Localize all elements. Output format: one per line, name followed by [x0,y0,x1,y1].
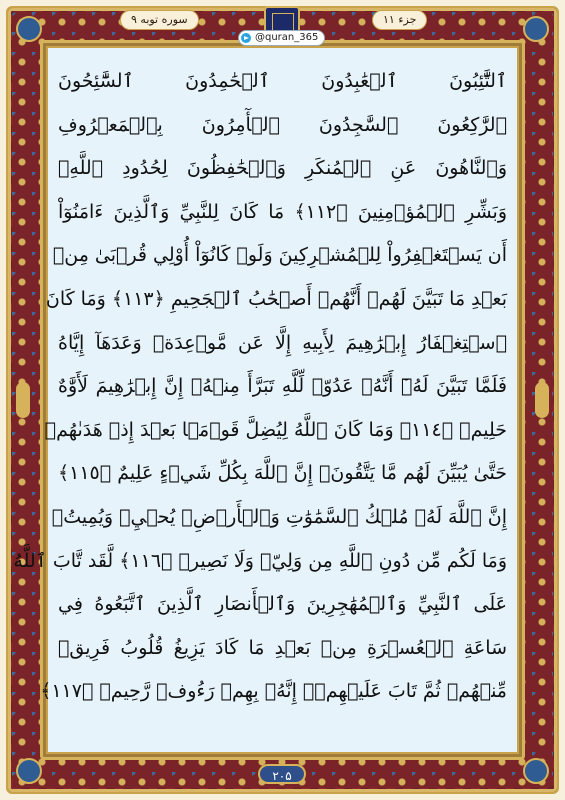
verse-line: وَبَشِّرِ ٱلۡمُؤۡمِنِينَ ﴿١١٢﴾ مَا كَانَ لِلنَّبِيِّ وَٱلَّذِينَ ءَامَنُوٓاْ [58,200,507,223]
verse-line: مِّنۡهُمۡ ثُمَّ تَابَ عَلَيۡهِمۡۚ إِنَّهُۥ بِهِمۡ رَءُوفٞ رَّحِيمٞ ﴿١١٧﴾ [40,680,507,703]
corner-medallion-icon [16,758,42,784]
page-header [0,0,565,43]
verse-line: فَلَمَّا تَبَيَّنَ لَهُۥٓ أَنَّهُۥ عَدُوّٞ لِّلَّهِ تَبَرَّأَ مِنۡهُۚ إِنَّ إِبۡرَٰهِيمَ لَأَوَّٰهٌ [58,375,507,398]
verse-line: وَمَا لَكُم مِّن دُونِ ٱللَّهِ مِن وَلِيّٖ وَلَا نَصِيرٖ ﴿١١٦﴾ لَّقَد تَّابَ ٱللَّهُ [13,549,507,572]
verse-line: حَتَّىٰ يُبَيِّنَ لَهُم مَّا يَتَّقُونَۚ إِنَّ ٱللَّهَ بِكُلِّ شَيۡءٍ عَلِيمٌ ﴿١١٥﴾ [58,462,507,485]
verse-line: عَلَى ٱلنَّبِيِّ وَٱلۡمُهَٰجِرِينَ وَٱلۡأَنصَارِ ٱلَّذِينَ ٱتَّبَعُوهُ فِي [58,593,507,616]
telegram-icon [241,33,251,43]
verse-text-panel [13,46,519,754]
verse-line: حَلِيمٞ ﴿١١٤﴾ وَمَا كَانَ ٱللَّهُ لِيُضِلَّ قَوۡمَۢا بَعۡدَ إِذۡ هَدَىٰهُمۡ [44,418,507,441]
verse-line: أَن يَسۡتَغۡفِرُواْ لِلۡمُشۡرِكِينَ وَلَوۡ كَانُوٓاْ أُوْلِي قُرۡبَىٰ مِنۢ [52,244,507,267]
verse-line: بَعۡدِ مَا تَبَيَّنَ لَهُمۡ أَنَّهُمۡ أَصۡحَٰبُ ٱلۡجَحِيمِ ﴿١١٣﴾ وَمَا كَانَ [45,287,507,310]
verse-line: وَٱلنَّاهُونَ عَنِ ٱلۡمُنكَرِ وَٱلۡحَٰفِظُونَ لِحُدُودِ ٱللَّهِۗ [58,157,507,180]
side-medallion-icon [16,382,30,418]
verse-line: ٱسۡتِغۡفَارُ إِبۡرَٰهِيمَ لِأَبِيهِ إِلَّا عَن مَّوۡعِدَةٖ وَعَدَهَآ إِيَّاهُ [58,331,507,354]
side-medallion-icon [535,382,549,418]
verse-line: إِنَّ ٱللَّهَ لَهُۥ مُلۡكُ ٱلسَّمَٰوَٰتِ وَٱلۡأَرۡضِۖ يُحۡيِۦ وَيُمِيتُۚ [51,505,507,528]
corner-medallion-icon [523,758,549,784]
verse-line: ٱلرَّٰكِعُونَ ٱلسَّٰجِدُونَ ٱلۡأٓمِرُونَ بِٱلۡمَعۡرُوفِ [58,113,507,136]
page-number: ۲۰۵ [258,764,306,784]
verse-line: سَاعَةِ ٱلۡعُسۡرَةِ مِنۢ بَعۡدِ مَا كَادَ يَزِيغُ قُلُوبُ فَرِيقٖ [58,636,507,659]
verse-line: ٱلتَّٰٓئِبُونَ ٱلۡعَٰبِدُونَ ٱلۡحَٰمِدُونَ ٱلسَّٰٓئِحُونَ [58,70,507,92]
channel-handle: @quran_365 [255,32,319,43]
channel-handle-badge[interactable] [238,30,325,46]
surah-label: سوره توبه ۹ [120,10,199,30]
juz-label: جزء ۱۱ [372,10,427,30]
